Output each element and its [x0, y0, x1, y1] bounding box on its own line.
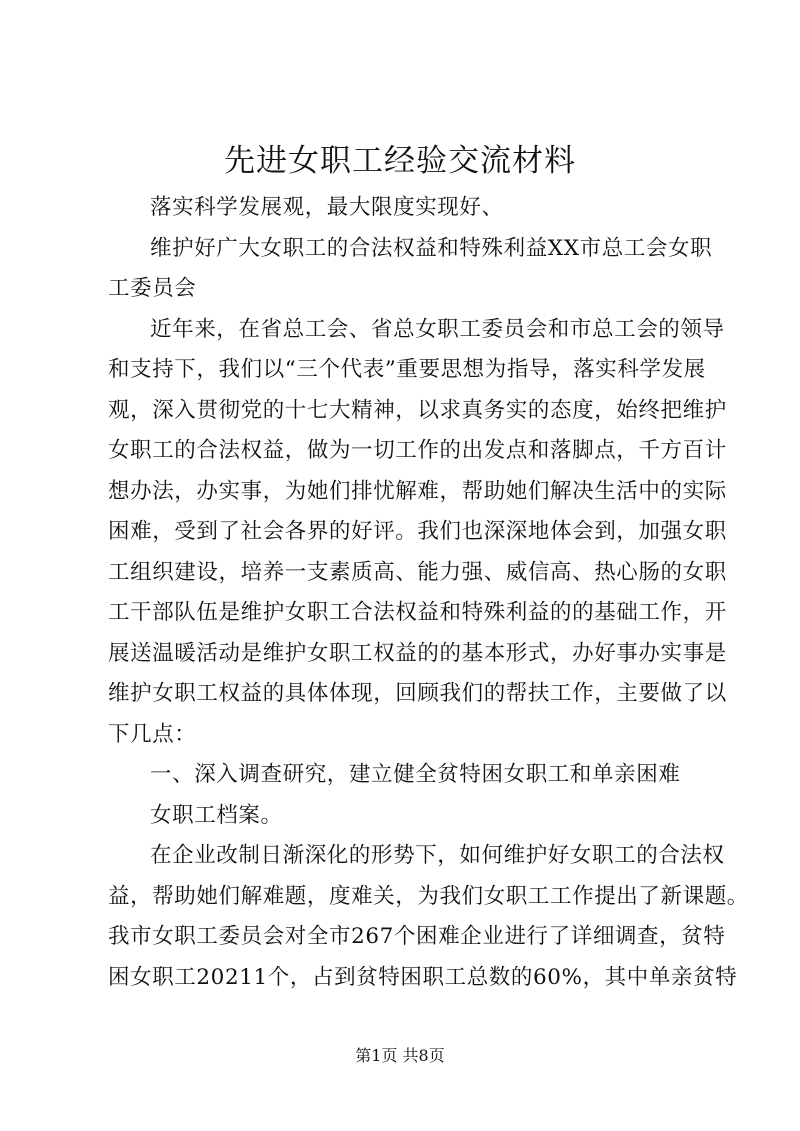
- text-line: 近年来，在省总工会、省总女职工委员会和市总工会的领导: [150, 317, 725, 342]
- document-title: 先进女职工经验交流材料: [224, 143, 576, 179]
- text-line: 工干部队伍是维护女职工合法权益和特殊利益的的基础工作，开: [108, 600, 727, 625]
- text-line: 展送温暖活动是维护女职工权益的的基本形式，办好事办实事是: [108, 641, 727, 666]
- page-footer: 第1页 共8页: [355, 1046, 445, 1065]
- text-line: 想办法，办实事，为她们排忧解难，帮助她们解决生活中的实际: [108, 479, 727, 504]
- text-line: 观，深入贯彻党的十七大精神，以求真务实的态度，始终把维护: [108, 398, 727, 423]
- text-line: 维护好广大女职工的合法权益和特殊利益XX市总工会女职: [150, 236, 713, 261]
- section-heading: 女职工档案。: [150, 803, 283, 828]
- text-line: 我市女职工委员会对全市267个困难企业进行了详细调查，贫特: [108, 924, 726, 949]
- text-line: 益，帮助她们解难题，度难关，为我们女职工工作提出了新课题。: [108, 884, 749, 909]
- text-line: 困女职工20211个，占到贫特困职工总数的60%，其中单亲贫特: [108, 965, 738, 990]
- text-line: 女职工的合法权益，做为一切工作的出发点和落脚点，千方百计: [108, 438, 727, 463]
- section-heading: 一、深入调查研究，建立健全贫特困女职工和单亲困难: [150, 762, 681, 787]
- text-line: 下几点：: [108, 722, 197, 747]
- text-line: 工组织建设，培养一支素质高、能力强、威信高、热心肠的女职: [108, 560, 727, 585]
- text-line: 工委员会: [108, 276, 197, 301]
- text-line: 在企业改制日渐深化的形势下，如何维护好女职工的合法权: [150, 843, 725, 868]
- text-line: 和支持下，我们以“三个代表”重要思想为指导，落实科学发展: [108, 357, 706, 382]
- text-line: 维护女职工权益的具体体现，回顾我们的帮扶工作，主要做了以: [108, 681, 727, 706]
- text-line: 落实科学发展观，最大限度实现好、: [150, 195, 504, 220]
- text-line: 困难，受到了社会各界的好评。我们也深深地体会到，加强女职: [108, 519, 727, 544]
